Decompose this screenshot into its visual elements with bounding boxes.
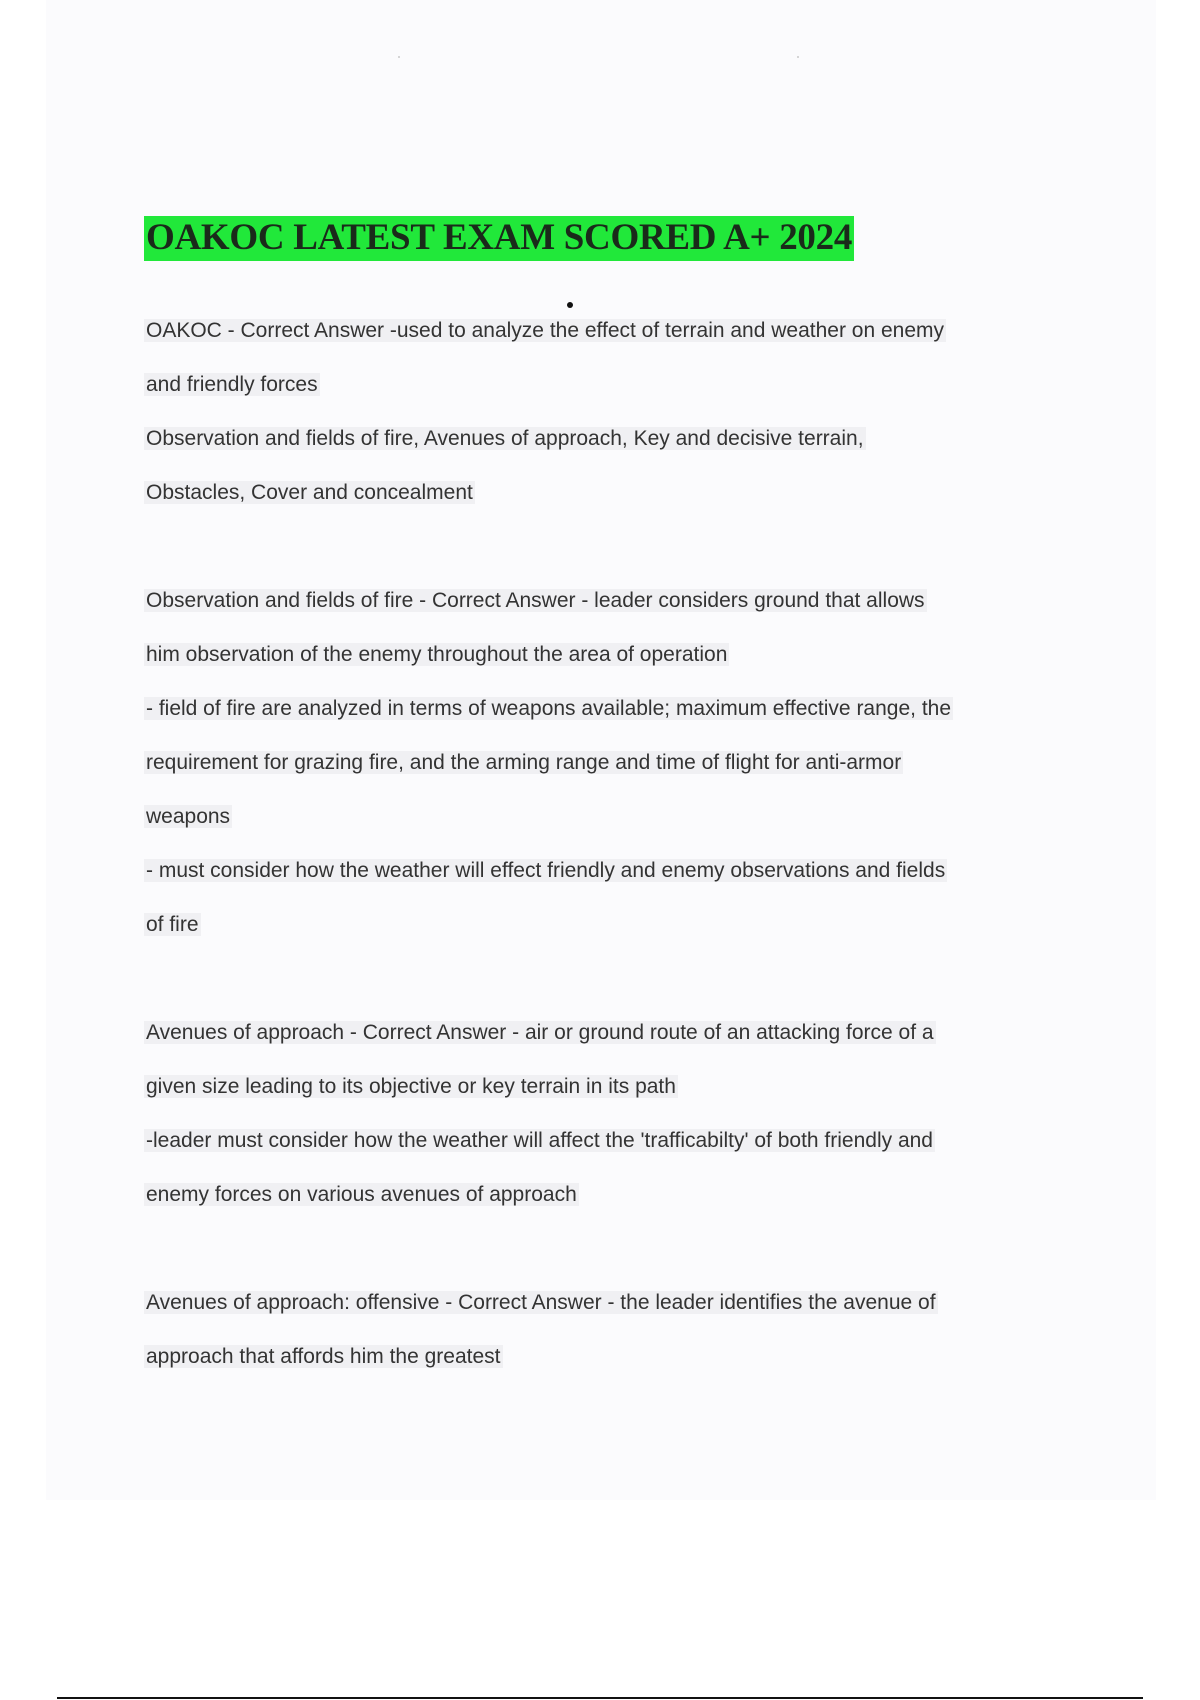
blank-line — [144, 1222, 1054, 1276]
text-line: approach that affords him the greatest — [146, 1345, 501, 1368]
text-line: - must consider how the weather will effect friendly and enemy observations and fields — [146, 859, 946, 882]
text-line: -leader must consider how the weather will affect the 'trafficabilty' of both friendly and — [146, 1129, 933, 1152]
text-line: of fire — [146, 913, 199, 936]
text-line: requirement for grazing fire, and the arming range and time of flight for anti-armor — [146, 751, 902, 774]
text-line: him observation of the enemy throughout the area of operation — [146, 643, 728, 666]
text-line: - field of fire are analyzed in terms of weapons available; maximum effective range, the — [146, 697, 952, 720]
text-line: enemy forces on various avenues of approach — [146, 1183, 577, 1206]
bottom-rule — [57, 1697, 1143, 1699]
text-line: Observation and fields of fire, Avenues of approach, Key and decisive terrain, — [146, 427, 864, 450]
text-line: Obstacles, Cover and concealment — [146, 481, 473, 504]
scan-speck — [398, 56, 400, 58]
text-line: weapons — [146, 805, 231, 828]
document-body — [144, 304, 1054, 1384]
text-line: Observation and fields of fire - Correct Answer - leader considers ground that allows — [146, 589, 925, 612]
text-line: Avenues of approach - Correct Answer - air or ground route of an attacking force of a — [146, 1021, 934, 1044]
text-line: and friendly forces — [146, 373, 318, 396]
text-line: Avenues of approach: offensive - Correct Answer - the leader identifies the avenue of — [146, 1291, 936, 1314]
blank-line — [144, 520, 1054, 574]
text-line: OAKOC - Correct Answer -used to analyze the effect of terrain and weather on enemy — [146, 319, 945, 342]
blank-line — [144, 952, 1054, 1006]
text-line: given size leading to its objective or key terrain in its path — [146, 1075, 676, 1098]
scan-speck — [797, 56, 799, 58]
document-title: OAKOC LATEST EXAM SCORED A+ 2024 — [144, 216, 854, 261]
